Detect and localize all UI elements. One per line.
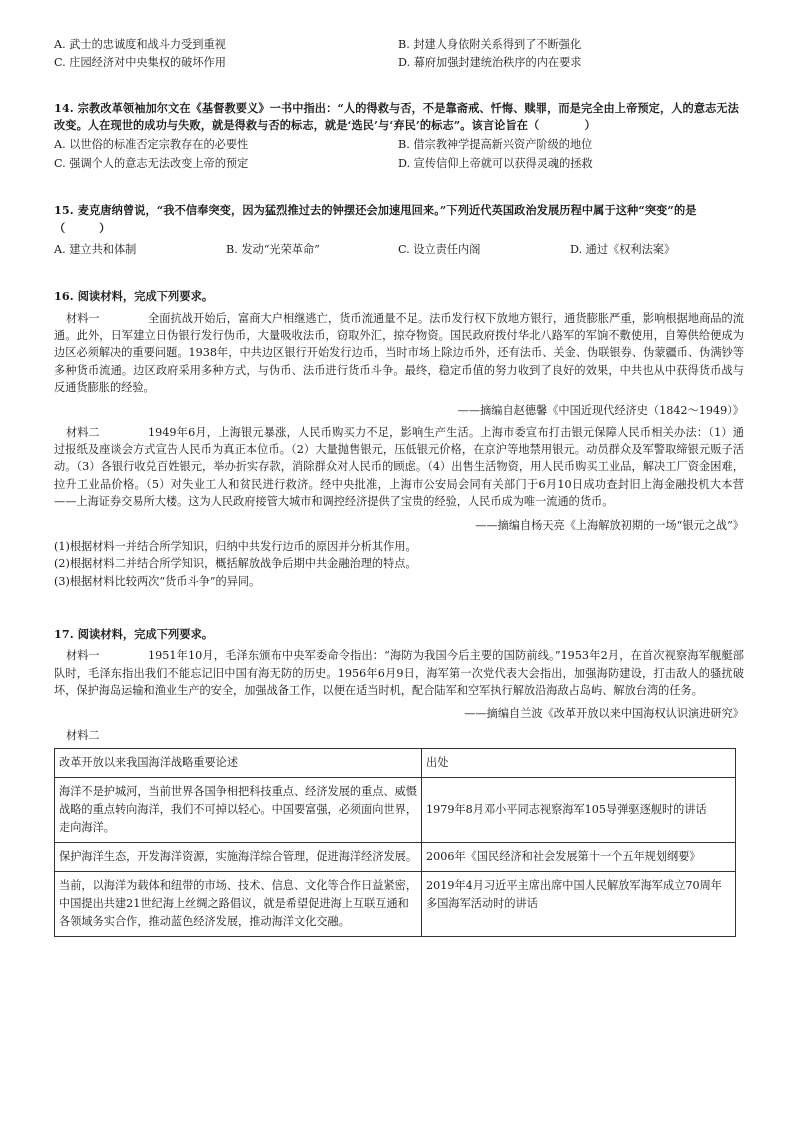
q17-material-1-label: 材料一 xyxy=(66,649,100,663)
q15-option-d[interactable]: D. 通过《权利法案》 xyxy=(570,242,676,256)
table-cell-source: 2019年4月习近平主席出席中国人民解放军海军成立70周年多国海军活动时的讲话 xyxy=(422,871,736,936)
question-17 xyxy=(54,626,744,937)
q16-material-2-source: ——摘编自杨天亮《上海解放初期的一场“银元之战”》 xyxy=(475,518,744,532)
q15-option-b[interactable]: B. 发动“光荣革命” xyxy=(226,242,320,256)
table-cell-statement: 海洋不是护城河，当前世界各国争相把科技重点、经济发展的重点、威慑战略的重点转向海洋，我们不可掉以轻心。中国要富强，必须面向世界，走向海洋。 xyxy=(55,778,422,843)
q16-title: 16. 阅读材料，完成下列要求。 xyxy=(54,289,214,304)
q14-option-d[interactable]: D. 宣传信仰上帝就可以获得灵魂的拯救 xyxy=(398,156,593,170)
q16-material-1 xyxy=(54,310,744,397)
q14-option-a[interactable]: A. 以世俗的标准否定宗教存在的必要性 xyxy=(54,138,249,152)
q13-option-d[interactable]: D. 幕府加强封建统治秩序的内在要求 xyxy=(398,56,582,70)
q17-title: 17. 阅读材料，完成下列要求。 xyxy=(54,626,214,641)
q14-stem: 14. 宗教改革领袖加尔文在《基督教要义》一书中指出：“人的得救与否，不是靠斋戒、忏悔、赎罪，而是完全由上帝预定，人的意志无法改变。人在现世的成功与失败，就是得救与否的标志，就是‘选民’与‘弃民’的标志”。该言论旨在（ ） xyxy=(54,100,739,133)
q17-material-1-text: 1951年10月，毛泽东颁布中央军委命令指出：“海防为我国今后主要的国防前线。”1953年2月，在首次视察海军舰艇部队时，毛泽东指出我们不能忘记旧中国有海无防的历史。1956年6月9日，海军第一次党代表大会指出，加强海防建设，打击敌人的骚扰破坏，保护海岛运输和渔业生产的安全，加强战备工作，以便在适当时机，配合陆军和空军执行解放沿海敌占岛屿、解放台湾的任务。 xyxy=(54,649,744,698)
q15-stem: 15. 麦克唐纳曾说，“我不信奉突变，因为猛烈推过去的钟摆还会加速甩回来。”下列近代英国政治发展历程中属于这种“突变”的是（ ） xyxy=(54,203,697,235)
q13-option-a[interactable]: A. 武士的忠诚度和战斗力受到重视 xyxy=(54,38,226,51)
table-row xyxy=(55,778,736,843)
q17-material-2-label: 材料二 xyxy=(66,728,100,742)
table-row xyxy=(55,842,736,871)
q16-material-1-text: 全面抗战开始后，富商大户相继逃亡，货币流通量不足。法币发行权下放地方银行，通货膨胀严重，影响根据地商品的流通。此外，日军建立日伪银行发行伪币，大量吸收法币，窃取外汇，掠夺物资。国民政府拨付华北八路军的军饷不敷使用，自筹供给便成为边区必须解决的重要问题。1938年，中共边区银行开始发行边币，当时市场上除边币外，还有法币、关金、伪联银券、伪蒙疆币、伪满钞等多种货币流通。边区政府采用多种方式，与伪币、法币进行货币斗争。最终，稳定币值的努力收到了良好的效果，中共也从中获得货币战与反通货膨胀的经验。 xyxy=(54,311,744,395)
table-row xyxy=(55,871,736,936)
exam-page xyxy=(54,36,744,937)
q16-material-2-label: 材料二 xyxy=(66,425,100,439)
q15-options xyxy=(54,241,744,258)
question-15 xyxy=(54,202,744,258)
q17-strategy-table xyxy=(54,748,736,936)
table-header-source: 出处 xyxy=(422,749,736,778)
q16-sub-3: (3)根据材料比较两次“货币斗争”的异同。 xyxy=(54,574,261,588)
question-16 xyxy=(54,288,744,590)
table-header-statement: 改革开放以来我国海洋战略重要论述 xyxy=(55,749,422,778)
question-14 xyxy=(54,100,744,172)
table-cell-statement: 保护海洋生态，开发海洋资源，实施海洋综合管理，促进海洋经济发展。 xyxy=(55,842,422,871)
table-cell-statement: 当前，以海洋为载体和纽带的市场、技术、信息、文化等合作日益紧密，中国提出共建21世纪海上丝绸之路倡议，就是希望促进海上互联互通和各领域务实合作，推动蓝色经济发展，推动海洋文化交融。 xyxy=(55,871,422,936)
q15-option-c[interactable]: C. 设立责任内阁 xyxy=(398,242,481,256)
q16-material-1-label: 材料一 xyxy=(66,311,100,325)
q16-material-2 xyxy=(54,424,744,511)
q14-option-b[interactable]: B. 借宗教神学提高新兴资产阶级的地位 xyxy=(398,138,593,152)
q13-options xyxy=(54,36,744,72)
q14-option-c[interactable]: C. 强调个人的意志无法改变上帝的预定 xyxy=(54,156,249,170)
q14-options xyxy=(54,136,744,172)
q17-material-1-source: ——摘编自兰波《改革开放以来中国海权认识演进研究》 xyxy=(464,707,744,721)
q13-option-c[interactable]: C. 庄园经济对中央集权的破坏作用 xyxy=(54,56,226,70)
q15-option-a[interactable]: A. 建立共和体制 xyxy=(54,242,137,256)
table-cell-source: 1979年8月邓小平同志视察海军105导弹驱逐舰时的讲话 xyxy=(422,778,736,843)
table-cell-source: 2006年《国民经济和社会发展第十一个五年规划纲要》 xyxy=(422,842,736,871)
table-header-row xyxy=(55,749,736,778)
q13-option-b[interactable]: B. 封建人身依附关系得到了不断强化 xyxy=(398,38,582,51)
q16-material-1-source: ——摘编自赵德馨《中国近现代经济史（1842～1949）》 xyxy=(457,404,744,418)
q16-sub-1: (1)根据材料一并结合所学知识，归纳中共发行边币的原因并分析其作用。 xyxy=(54,539,417,553)
q16-sub-2: (2)根据材料二并结合所学知识，概括解放战争后期中共金融治理的特点。 xyxy=(54,557,417,571)
q17-material-1 xyxy=(54,647,744,699)
q16-material-2-text: 1949年6月，上海银元暴涨，人民币购买力不足，影响生产生活。上海市委宣布打击银元保障人民币相关办法：（1）通过报纸及座谈会方式宣告人民币为真正本位币。（2）大量抛售银元，压低银元价格，在京沪等地禁用银元。动员群众及军警取缔银元贩子活动。（3）各银行收兑百姓银元，举办折实存款，消除群众对人民币的顾虑。（4）出售生活物资，用人民币购买工业品，解决工厂资金困难，拉升工业品价格。（5）对失业工人和贫民进行救济。经中央批准，上海市公安局会同有关部门于6月10日成功查封旧上海金融投机大本营——上海证券交易所大楼。这为人民政府接管大城市和调控经济提供了宝贵的经验，人民币成为唯一流通的货币。 xyxy=(54,425,744,509)
